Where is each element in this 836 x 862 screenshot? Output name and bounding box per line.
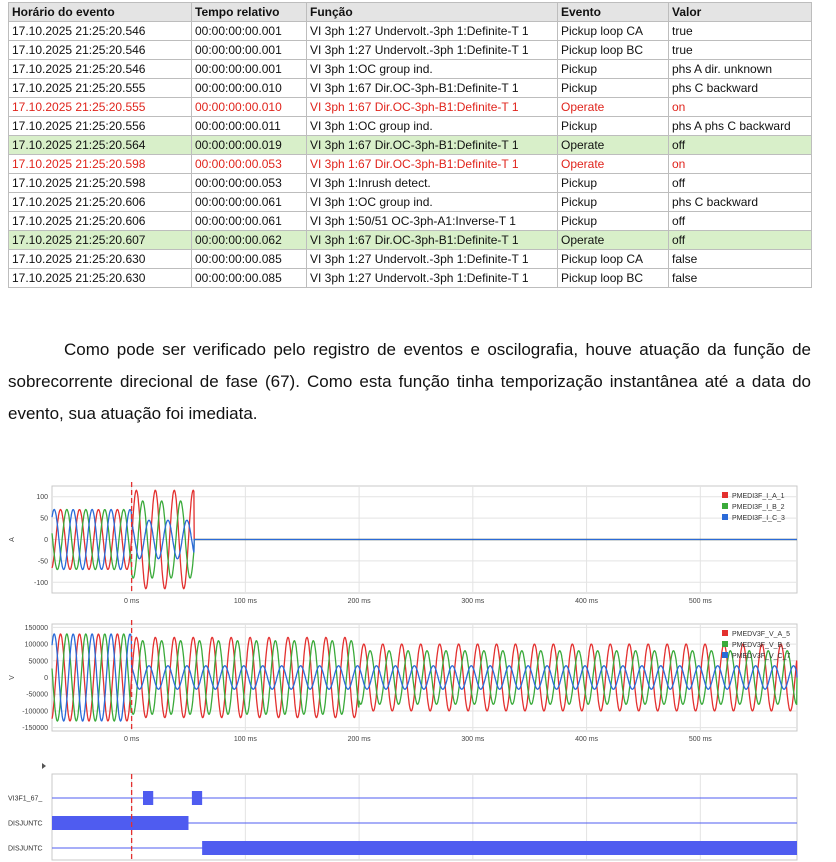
cell-relative-time: 00:00:00:00.010 — [192, 98, 307, 117]
cell-relative-time: 00:00:00:00.053 — [192, 155, 307, 174]
y-axis-label: A — [9, 537, 16, 542]
cell-relative-time: 00:00:00:00.062 — [192, 231, 307, 250]
digital-pulse — [192, 791, 202, 805]
table-row — [9, 212, 812, 231]
table-row — [9, 41, 812, 60]
cell-function: VI 3ph 1:50/51 OC-3ph-A1:Inverse-T 1 — [307, 212, 558, 231]
x-tick-label: 400 ms — [575, 736, 599, 743]
cell-event-time: 17.10.2025 21:25:20.555 — [9, 98, 192, 117]
cell-event: Pickup — [558, 117, 669, 136]
table-row — [9, 22, 812, 41]
cell-event: Pickup — [558, 193, 669, 212]
digital-channel-label: DISJUNTC — [8, 820, 43, 828]
legend-swatch — [722, 514, 728, 520]
cell-function: VI 3ph 1:67 Dir.OC-3ph-B1:Definite-T 1 — [307, 79, 558, 98]
cell-value: false — [669, 250, 812, 269]
cell-relative-time: 00:00:00:00.085 — [192, 250, 307, 269]
x-tick-label: 400 ms — [575, 598, 599, 605]
x-tick-label: 100 ms — [233, 736, 257, 743]
digital-pulse — [52, 816, 188, 830]
table-row — [9, 60, 812, 79]
cell-value: off — [669, 174, 812, 193]
cell-event-time: 17.10.2025 21:25:20.598 — [9, 155, 192, 174]
cell-event-time: 17.10.2025 21:25:20.606 — [9, 193, 192, 212]
cell-function: VI 3ph 1:67 Dir.OC-3ph-B1:Definite-T 1 — [307, 231, 558, 250]
cell-value: phs A dir. unknown — [669, 60, 812, 79]
cell-event: Pickup — [558, 212, 669, 231]
cell-value: true — [669, 22, 812, 41]
cell-event: Pickup loop CA — [558, 22, 669, 41]
cell-relative-time: 00:00:00:00.053 — [192, 174, 307, 193]
cell-function: VI 3ph 1:67 Dir.OC-3ph-B1:Definite-T 1 — [307, 155, 558, 174]
x-tick-label: 200 ms — [347, 736, 371, 743]
cell-value: off — [669, 136, 812, 155]
digital-pulse — [202, 841, 797, 855]
y-tick-label: 50000 — [28, 658, 48, 666]
digital-pulse — [143, 791, 153, 805]
cell-function: VI 3ph 1:OC group ind. — [307, 193, 558, 212]
cell-event-time: 17.10.2025 21:25:20.606 — [9, 212, 192, 231]
cell-function: VI 3ph 1:OC group ind. — [307, 60, 558, 79]
legend-swatch — [722, 652, 728, 658]
y-tick-label: 100 — [36, 494, 48, 502]
cell-value: off — [669, 231, 812, 250]
cell-relative-time: 00:00:00:00.011 — [192, 117, 307, 136]
cell-value: phs C backward — [669, 79, 812, 98]
cell-event-time: 17.10.2025 21:25:20.630 — [9, 269, 192, 288]
x-tick-label: 100 ms — [233, 598, 257, 605]
cell-event: Operate — [558, 231, 669, 250]
y-axis-label: V — [9, 675, 16, 680]
cell-event: Pickup loop BC — [558, 269, 669, 288]
table-row — [9, 174, 812, 193]
x-tick-label: 200 ms — [347, 598, 371, 605]
y-tick-label: -100 — [33, 579, 48, 587]
cell-event: Pickup loop CA — [558, 250, 669, 269]
y-tick-label: 100000 — [24, 641, 48, 649]
legend-entry: PMEDI3F_I_A_1 — [732, 493, 785, 500]
cell-event-time: 17.10.2025 21:25:20.556 — [9, 117, 192, 136]
cell-event: Pickup — [558, 174, 669, 193]
y-tick-label: 0 — [44, 675, 48, 682]
cell-event-time: 17.10.2025 21:25:20.546 — [9, 41, 192, 60]
table-row — [9, 136, 812, 155]
cell-relative-time: 00:00:00:00.001 — [192, 22, 307, 41]
table-row — [9, 117, 812, 136]
y-tick-label: -100000 — [22, 708, 48, 716]
legend-entry: PMEDV3F_V_A_5 — [732, 631, 790, 638]
column-header-event: Evento — [558, 3, 669, 22]
x-tick-label: 0 ms — [124, 736, 140, 743]
column-header-event-time: Horário do evento — [9, 3, 192, 22]
cell-function: VI 3ph 1:67 Dir.OC-3ph-B1:Definite-T 1 — [307, 98, 558, 117]
cell-value: true — [669, 41, 812, 60]
legend-swatch — [722, 503, 728, 509]
cell-relative-time: 00:00:00:00.085 — [192, 269, 307, 288]
y-tick-label: 50 — [40, 515, 48, 523]
cell-function: VI 3ph 1:27 Undervolt.-3ph 1:Definite-T 1 — [307, 269, 558, 288]
cell-relative-time: 00:00:00:00.061 — [192, 193, 307, 212]
cell-event-time: 17.10.2025 21:25:20.546 — [9, 60, 192, 79]
legend-entry: PMEDI3F_I_C_3 — [732, 515, 785, 522]
cell-value: on — [669, 98, 812, 117]
table-row — [9, 193, 812, 212]
cell-function: VI 3ph 1:27 Undervolt.-3ph 1:Definite-T 1 — [307, 250, 558, 269]
legend-entry: PMEDI3F_I_B_2 — [732, 504, 785, 511]
column-header-value: Valor — [669, 3, 812, 22]
cell-value: phs C backward — [669, 193, 812, 212]
digital-channel-label: VI3F1_67_ — [8, 795, 43, 803]
cell-value: phs A phs C backward — [669, 117, 812, 136]
cell-function: VI 3ph 1:Inrush detect. — [307, 174, 558, 193]
legend-entry: PMEDV3F_V_C_7 — [732, 653, 791, 660]
table-row — [9, 155, 812, 174]
cell-relative-time: 00:00:00:00.001 — [192, 41, 307, 60]
cell-event-time: 17.10.2025 21:25:20.607 — [9, 231, 192, 250]
cell-event-time: 17.10.2025 21:25:20.598 — [9, 174, 192, 193]
cell-function: VI 3ph 1:67 Dir.OC-3ph-B1:Definite-T 1 — [307, 136, 558, 155]
body-paragraph: Como pode ser verificado pelo registro de eventos e oscilografia, houve atuação da função de sobrecorrente direcional de fase (67). Como esta função tinha temporização instantânea até a data do evento, sua atuação foi imediata. — [8, 340, 811, 423]
cell-relative-time: 00:00:00:00.010 — [192, 79, 307, 98]
table-row — [9, 250, 812, 269]
cell-event: Operate — [558, 98, 669, 117]
x-tick-label: 500 ms — [688, 598, 712, 605]
cell-relative-time: 00:00:00:00.019 — [192, 136, 307, 155]
digital-channels-chart — [0, 760, 836, 862]
y-tick-label: -50 — [37, 558, 48, 566]
event-log-table — [8, 2, 812, 288]
cell-event: Operate — [558, 136, 669, 155]
x-tick-label: 500 ms — [688, 736, 712, 743]
y-tick-label: 150000 — [24, 624, 48, 632]
table-row — [9, 98, 812, 117]
table-row — [9, 231, 812, 250]
cell-value: on — [669, 155, 812, 174]
table-row — [9, 79, 812, 98]
x-tick-label: 0 ms — [124, 598, 140, 605]
current-oscillography-chart — [0, 478, 836, 613]
cell-event-time: 17.10.2025 21:25:20.630 — [9, 250, 192, 269]
y-tick-label: -50000 — [26, 691, 48, 699]
table-header-row — [9, 3, 812, 22]
column-header-function: Função — [307, 3, 558, 22]
legend-swatch — [722, 630, 728, 636]
legend-swatch — [722, 492, 728, 498]
cell-event: Pickup loop BC — [558, 41, 669, 60]
cell-function: VI 3ph 1:27 Undervolt.-3ph 1:Definite-T 1 — [307, 41, 558, 60]
column-header-relative-time: Tempo relativo — [192, 3, 307, 22]
expand-arrow-icon — [42, 763, 46, 769]
cell-event: Pickup — [558, 60, 669, 79]
legend-swatch — [722, 641, 728, 647]
voltage-oscillography-chart — [0, 618, 836, 753]
digital-channel-label: DISJUNTC — [8, 845, 43, 853]
x-tick-label: 300 ms — [461, 598, 485, 605]
table-row — [9, 269, 812, 288]
cell-event: Pickup — [558, 79, 669, 98]
x-tick-label: 300 ms — [461, 736, 485, 743]
cell-relative-time: 00:00:00:00.001 — [192, 60, 307, 79]
cell-value: false — [669, 269, 812, 288]
cell-function: VI 3ph 1:27 Undervolt.-3ph 1:Definite-T 1 — [307, 22, 558, 41]
cell-relative-time: 00:00:00:00.061 — [192, 212, 307, 231]
legend-entry: PMEDV3F_V_B_6 — [732, 642, 790, 649]
y-tick-label: 0 — [44, 537, 48, 544]
cell-event-time: 17.10.2025 21:25:20.546 — [9, 22, 192, 41]
cell-value: off — [669, 212, 812, 231]
cell-event: Operate — [558, 155, 669, 174]
cell-event-time: 17.10.2025 21:25:20.564 — [9, 136, 192, 155]
cell-event-time: 17.10.2025 21:25:20.555 — [9, 79, 192, 98]
cell-function: VI 3ph 1:OC group ind. — [307, 117, 558, 136]
y-tick-label: -150000 — [22, 725, 48, 733]
